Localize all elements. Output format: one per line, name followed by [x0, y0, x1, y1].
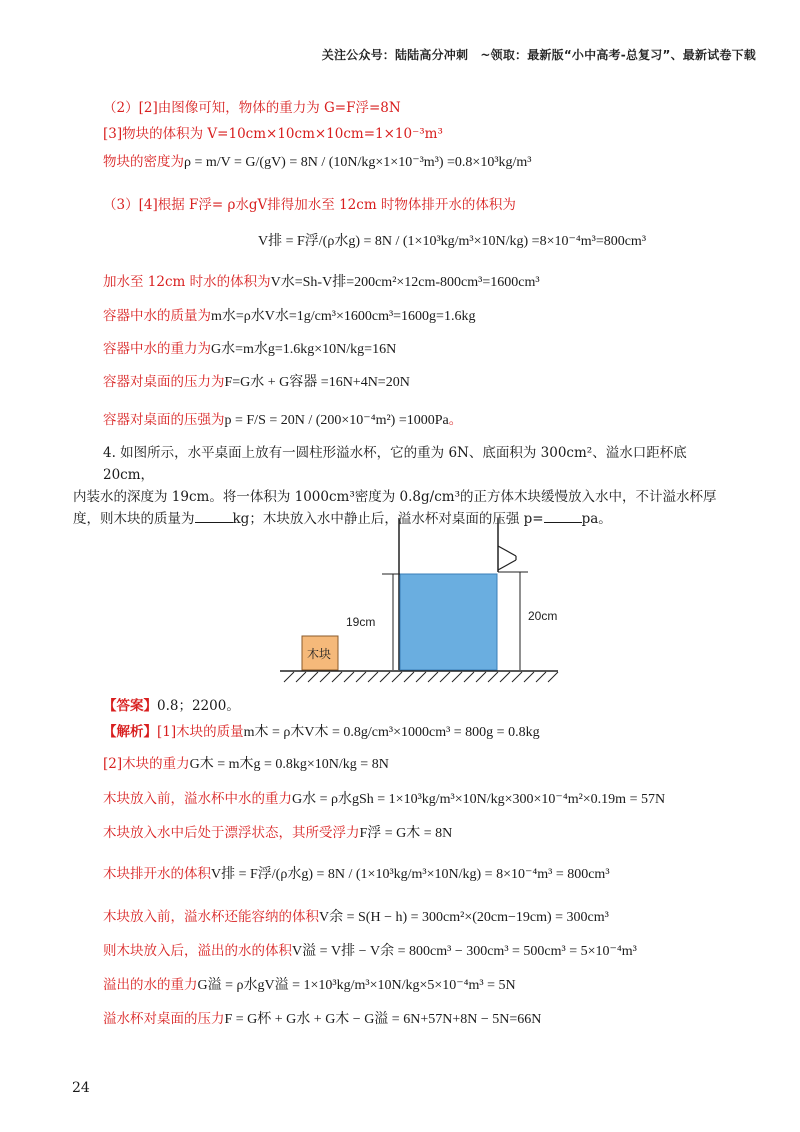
analysis-2-formula: G木 = m木g = 0.8kg×10N/kg = 8N — [189, 757, 389, 772]
overflow-cup-figure — [270, 516, 570, 686]
solution-line-3 — [103, 150, 532, 171]
analysis-3-label: 木块放入前，溢水杯中水的重力 — [103, 791, 292, 807]
water-mass-formula: m水=ρ水V水=1g/cm³×1600cm³=1600g=1.6kg — [211, 309, 476, 324]
pressure-label: 容器对桌面的压强为 — [103, 412, 225, 428]
analysis-4-label: 木块放入水中后处于漂浮状态，其所受浮力 — [103, 825, 360, 841]
page-number: 24 — [72, 1080, 90, 1096]
solution-line-2: [3]物块的体积为 V=10cm×10cm×10cm=1×10⁻³m³ — [103, 126, 443, 142]
analysis-line-4 — [103, 821, 452, 842]
solution-line-1: （2）[2]由图像可知，物体的重力为 G=F浮=8N — [103, 100, 401, 116]
analysis-9-formula: F = G杯 + G水 + G木 − G溢 = 6N+57N+8N − 5N=66N — [224, 1012, 542, 1027]
solution-line-4: （3）[4]根据 F浮= ρ水gV排得加水至 12cm 时物体排开水的体积为 — [103, 197, 516, 213]
density-label: 物块的密度为 — [103, 154, 184, 170]
pressure-formula: p = F/S = 20N / (200×10⁻⁴m²) =1000Pa — [224, 413, 449, 428]
problem-text-1: 4. 如图所示，水平桌面上放有一圆柱形溢水杯，它的重为 6N、底面积为 300cm²、溢水口距杯底 20cm， — [103, 445, 687, 483]
wood-block-label: 木块 — [307, 647, 332, 661]
water-mass-label: 容器中水的质量为 — [103, 308, 211, 324]
pressure-force-label: 容器对桌面的压力为 — [103, 374, 225, 390]
height-label: 20cm — [528, 609, 558, 623]
analysis-8-label: 溢出的水的重力 — [103, 977, 198, 993]
density-formula: ρ = m/V = G/(gV) = 8N / (10N/kg×1×10⁻³m³) =0.8×10³kg/m³ — [184, 155, 532, 170]
analysis-line-7 — [103, 939, 637, 960]
analysis-line-8 — [103, 973, 516, 994]
analysis-line-2 — [103, 752, 389, 773]
answer-value: 0.8；2200。 — [157, 698, 240, 714]
analysis-label: 【解析】 — [103, 724, 157, 740]
water-weight-label: 容器中水的重力为 — [103, 341, 211, 357]
water-volume-label: 加水至 12cm 时水的体积为 — [103, 274, 271, 290]
analysis-7-formula: V溢 = V排 − V余 = 800cm³ − 300cm³ = 500cm³ = 5×10⁻⁴m³ — [292, 944, 637, 959]
water-volume-formula: V水=Sh-V排=200cm²×12cm-800cm³=1600cm³ — [270, 275, 540, 290]
solution-line-8 — [103, 337, 396, 358]
table-hatch — [284, 672, 558, 682]
answer-blank-1 — [195, 508, 233, 523]
analysis-5-formula: V排 = F浮/(ρ水g) = 8N / (1×10³kg/m³×10N/kg) = 8×10⁻⁴m³ = 800cm³ — [211, 867, 610, 882]
analysis-3-formula: G水 = ρ水gSh = 1×10³kg/m³×10N/kg×300×10⁻⁴m²×0.19m = 57N — [292, 792, 666, 807]
analysis-8-formula: G溢 = ρ水gV溢 = 1×10³kg/m³×10N/kg×5×10⁻⁴m³ = 5N — [197, 978, 516, 993]
water-weight-formula: G水=m水g=1.6kg×10N/kg=16N — [211, 342, 397, 357]
analysis-7-label: 则木块放入后，溢出的水的体积 — [103, 943, 292, 959]
answer-line — [103, 694, 240, 714]
solution-line-7 — [103, 304, 475, 325]
spout-bottom — [498, 560, 516, 570]
analysis-line-1 — [103, 720, 540, 741]
analysis-1-label: [1]木块的质量 — [157, 724, 244, 740]
answer-label: 【答案】 — [103, 698, 157, 714]
water — [400, 574, 497, 670]
page-header: 关注公众号：陆陆高分冲刺 ~领取：最新版“小中高考-总复习”、最新试卷下载 — [321, 48, 756, 62]
displaced-volume-formula: V排 = F浮/(ρ水g) = 8N / (1×10³kg/m³×10N/kg) =8×10⁻⁴m³=800cm³ — [258, 234, 647, 249]
analysis-6-formula: V余 = S(H − h) = 300cm²×(20cm−19cm) = 300cm³ — [319, 910, 609, 925]
analysis-2-label: [2]木块的重力 — [103, 756, 190, 772]
solution-line-6 — [103, 270, 540, 291]
analysis-line-3 — [103, 787, 665, 808]
problem-text-3c: pa。 — [581, 511, 612, 527]
analysis-line-9 — [103, 1007, 541, 1028]
analysis-4-formula: F浮 = G木 = 8N — [359, 826, 453, 841]
analysis-line-5 — [103, 862, 610, 883]
analysis-1-formula: m木 = ρ木V木 = 0.8g/cm³×1000cm³ = 800g = 0.8kg — [243, 725, 540, 740]
analysis-6-label: 木块放入前，溢水杯还能容纳的体积 — [103, 909, 319, 925]
depth-label: 19cm — [346, 615, 376, 629]
problem-text-3b: kg；木块放入水中静止后，溢水杯对桌面的压强 p= — [232, 511, 544, 527]
solution-line-10 — [103, 408, 462, 429]
problem-text-2: 内装水的深度为 19cm。将一体积为 1000cm³密度为 0.8g/cm³的正方体木块缓慢放入水中，不计溢水杯厚 — [73, 489, 717, 505]
analysis-line-6 — [103, 905, 609, 926]
analysis-9-label: 溢水杯对桌面的压力 — [103, 1011, 225, 1027]
solution-line-9 — [103, 370, 410, 391]
problem-text-3a: 度，则木块的质量为 — [73, 511, 195, 527]
pressure-force-formula: F=G水 + G容器 =16N+4N=20N — [224, 375, 410, 390]
analysis-5-label: 木块排开水的体积 — [103, 866, 211, 882]
spout-top — [498, 546, 516, 556]
pressure-end: 。 — [448, 412, 463, 428]
